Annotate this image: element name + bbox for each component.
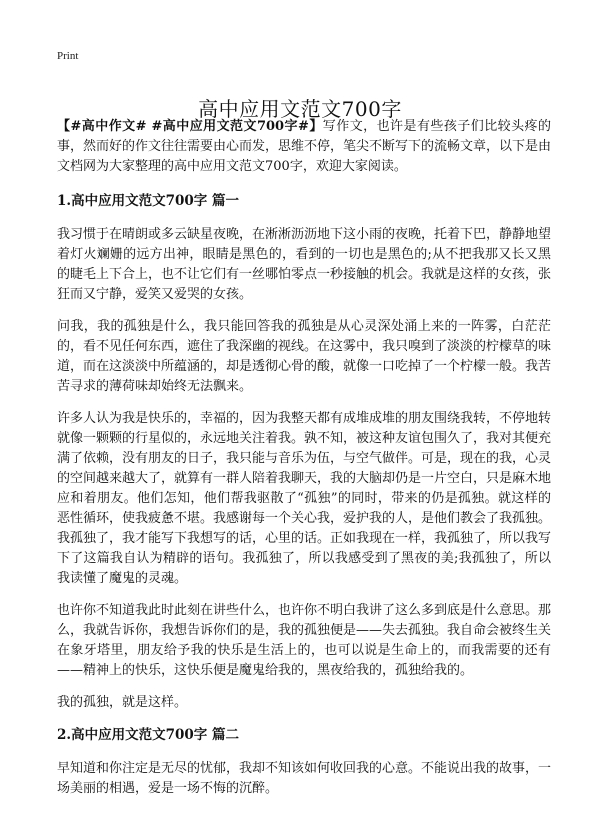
intro-text: 写作文，也许是有些孩子们比较头疼的事，然而好的作文往往需要由心而发，思维不停，笔尖不断写下的流畅文章，以下是由文档网为大家整理的高中应用文范文700字，欢迎大家阅读。 xyxy=(57,119,552,174)
paragraph: 我的孤独，就是这样。 xyxy=(57,695,188,710)
paragraph: 也许你不知道我此时此刻在讲些什么，也许你不明白我讲了这么多到底是什么意思。那么，我就告诉你，我想告诉你们的是，我的孤独便是——失去孤独。我自命会被终生关在象牙塔里，朋友给予我的快乐是生活上的，也可以说是生命上的，而我需要的还有——精神上的快乐，这快乐便是魔鬼给我的，黑夜给我的，孤独给我的。 xyxy=(57,603,552,678)
paragraph: 问我，我的孤独是什么，我只能回答我的孤独是从心灵深处涌上来的一阵雾，白茫茫的，看不见任何东西，遮住了我深幽的视线。在这雾中，我只嗅到了淡淡的柠檬草的味道，而在这淡淡中所蕴涵的，却是透彻心骨的酸，就像一口吃掉了一个柠檬一般。我苦苦寻求的薄荷味却始终无法飘来。 xyxy=(57,319,552,394)
page-title: 高中应用文范文700字 xyxy=(198,97,402,122)
section-heading-1: 1.高中应用文范文700字 篇一 xyxy=(57,193,239,209)
section-heading-2: 2.高中应用文范文700字 篇二 xyxy=(57,727,239,743)
article-body xyxy=(57,117,551,811)
paragraph: 我习惯于在晴朗或多云缺星夜晚，在淅淅沥沥地下这小雨的夜晚，托着下巴，静静地望着灯火斓姗的远方出神，眼睛是黑色的，看到的一切也是黑色的;从不把我那又长又黑的睫毛上下合上，也不让它们有一丝哪怕零点一秒接触的机会。我就是这样的女孩，张狂而又宁静，爱笑又爱哭的女孩。 xyxy=(57,227,552,302)
paragraph: 许多人认为我是快乐的，幸福的，因为我整天都有成堆成堆的朋友围绕我转，不停地转就像一颗颗的行星似的，永远地关注着我。孰不知，被这种友谊包围久了，我对其便充满了依赖，没有朋友的日子，我只能与音乐为伍，与空气做伴。可是，现在的我，心灵的空间越来越大了，就算有一群人陪着我聊天，我的大脑却仍是一片空白，只是麻木地应和着朋友。他们怎知，他们帮我驱散了“孤独”的同时，带来的仍是孤独。就这样的恶性循环，使我疲惫不堪。我感谢每一个关心我，爱护我的人，是他们教会了我孤独。我孤独了，我才能写下我想写的话，心里的话。正如我现在一样，我孤独了，所以我写下了这篇我自认为精辟的语句。我孤独了，所以我感受到了黑夜的美;我孤独了，所以我读懂了魔鬼的灵魂。 xyxy=(57,411,552,586)
paragraph: 早知道和你注定是无尽的忧郁，我却不知该如何收回我的心意。不能说出我的故事，一场美丽的相遇，爱是一场不悔的沉醉。 xyxy=(57,761,552,796)
intro-tags: 【#高中作文# #高中应用文范文700字#】 xyxy=(57,119,323,134)
print-link[interactable]: Print xyxy=(57,50,79,62)
intro-paragraph xyxy=(57,117,551,177)
